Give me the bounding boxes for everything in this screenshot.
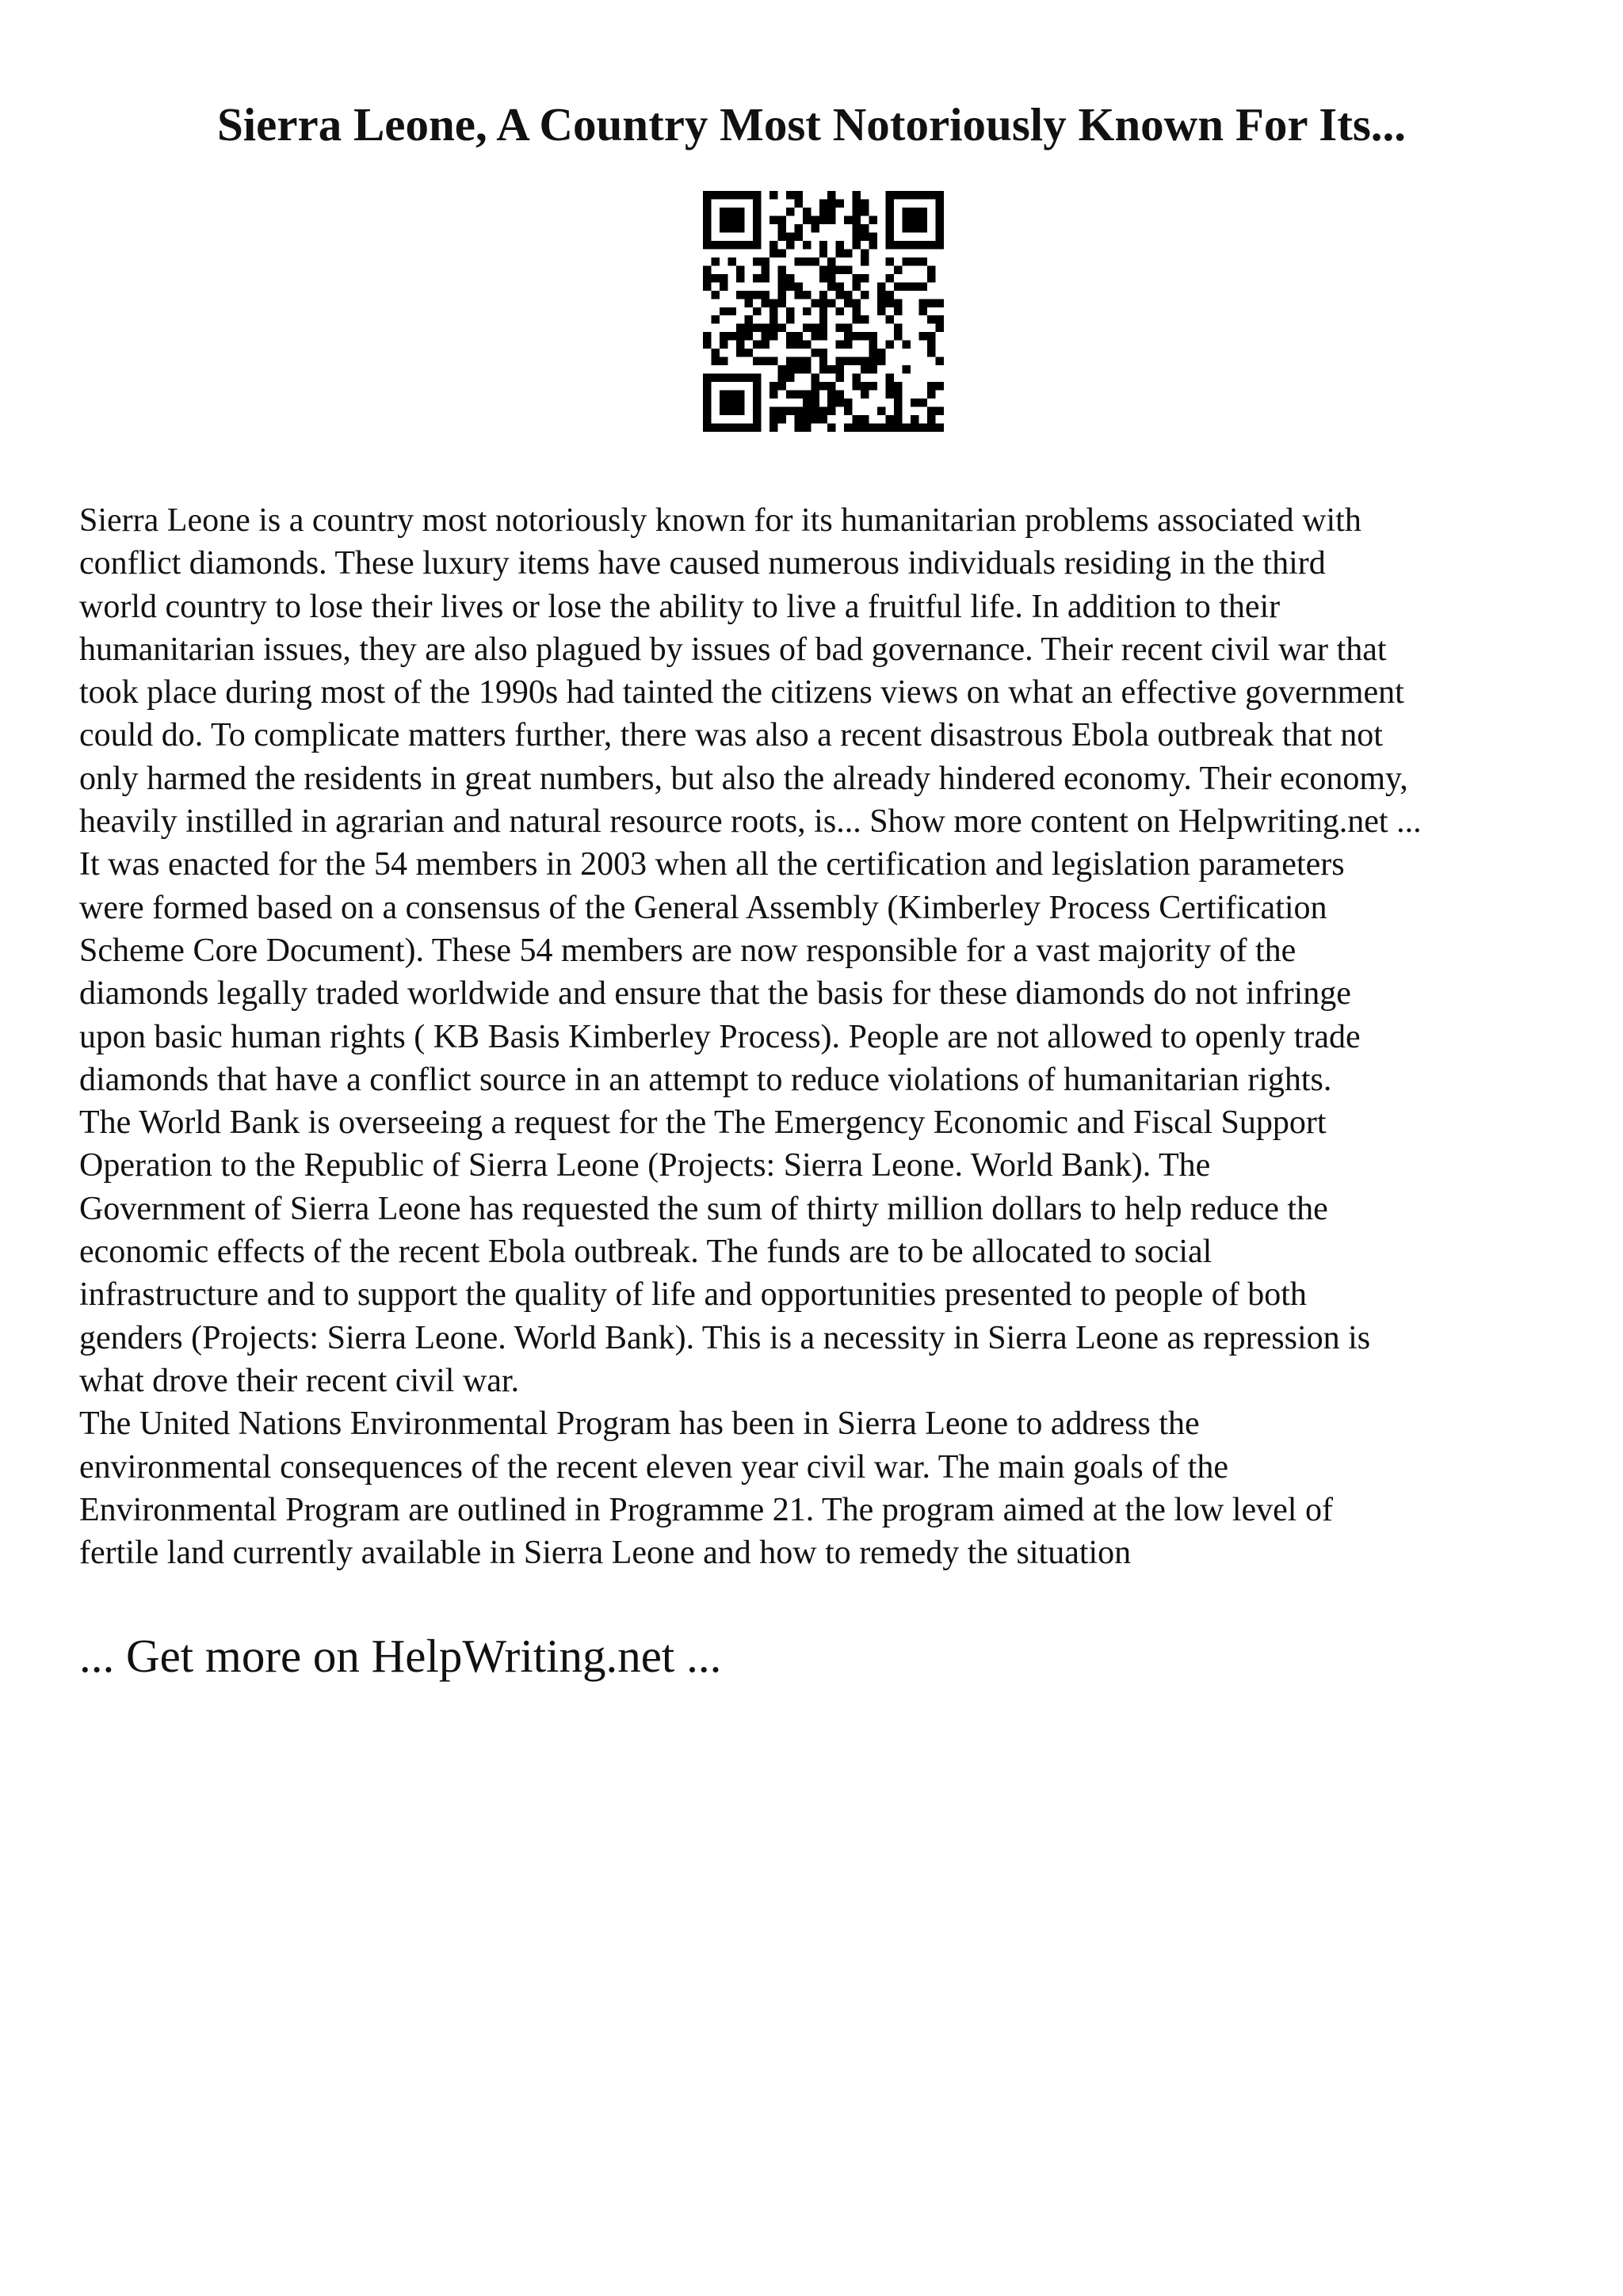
body-line: upon basic human rights ( KB Basis Kimberley Process). People are not allowed to openly trade [79, 1018, 1361, 1055]
body-line: The United Nations Environmental Program has been in Sierra Leone to address the [79, 1405, 1200, 1443]
body-line: diamonds legally traded worldwide and ensure that the basis for these diamonds do not infringe [79, 975, 1351, 1013]
document-title: Sierra Leone, A Country Most Notoriously Known For Its... [216, 98, 1407, 151]
body-line: fertile land currently available in Sierra Leone and how to remedy the situation [79, 1535, 1132, 1572]
body-line: economic effects of the recent Ebola outbreak. The funds are to be allocated to social [79, 1234, 1212, 1271]
body-line: infrastructure and to support the quality of life and opportunities presented to people of both [79, 1276, 1307, 1314]
body-line: genders (Projects: Sierra Leone. World Bank). This is a necessity in Sierra Leone as repression is [79, 1319, 1371, 1356]
body-line: environmental consequences of the recent eleven year civil war. The main goals of the [79, 1448, 1228, 1486]
body-line: were formed based on a consensus of the General Assembly (Kimberley Process Certification [79, 889, 1327, 926]
qr-code-icon [703, 191, 944, 432]
get-more-link[interactable]: ... Get more on HelpWriting.net ... [79, 1630, 722, 1682]
body-line: Scheme Core Document). These 54 members are now responsible for a vast majority of the [79, 932, 1296, 969]
body-line: humanitarian issues, they are also plagued by issues of bad governance. Their recent civil war that [79, 631, 1387, 668]
body-line: The World Bank is overseeing a request for the The Emergency Economic and Fiscal Support [79, 1104, 1327, 1142]
body-line: could do. To complicate matters further, there was also a recent disastrous Ebola outbreak that not [79, 717, 1383, 754]
body-line: Government of Sierra Leone has requested the sum of thirty million dollars to help reduce the [79, 1190, 1328, 1227]
document-body [79, 499, 1577, 1574]
body-line: world country to lose their lives or lose the ability to live a fruitful life. In addition to their [79, 588, 1281, 625]
body-line: what drove their recent civil war. [79, 1362, 520, 1399]
body-line: Operation to the Republic of Sierra Leone (Projects: Sierra Leone. World Bank). The [79, 1147, 1211, 1184]
body-line: conflict diamonds. These luxury items have caused numerous individuals residing in the third [79, 545, 1326, 582]
body-line: Environmental Program are outlined in Programme 21. The program aimed at the low level of [79, 1491, 1333, 1528]
body-line: Sierra Leone is a country most notoriously known for its humanitarian problems associated with [79, 502, 1361, 539]
body-line: only harmed the residents in great numbers, but also the already hindered economy. Their economy, [79, 760, 1408, 797]
body-line: diamonds that have a conflict source in an attempt to reduce violations of humanitarian rights. [79, 1061, 1332, 1098]
body-line: took place during most of the 1990s had tainted the citizens views on what an effective government [79, 674, 1404, 711]
body-line: heavily instilled in agrarian and natural resource roots, is... Show more content on Helpwriting.net ... [79, 803, 1422, 841]
body-line: It was enacted for the 54 members in 2003 when all the certification and legislation parameters [79, 846, 1345, 883]
